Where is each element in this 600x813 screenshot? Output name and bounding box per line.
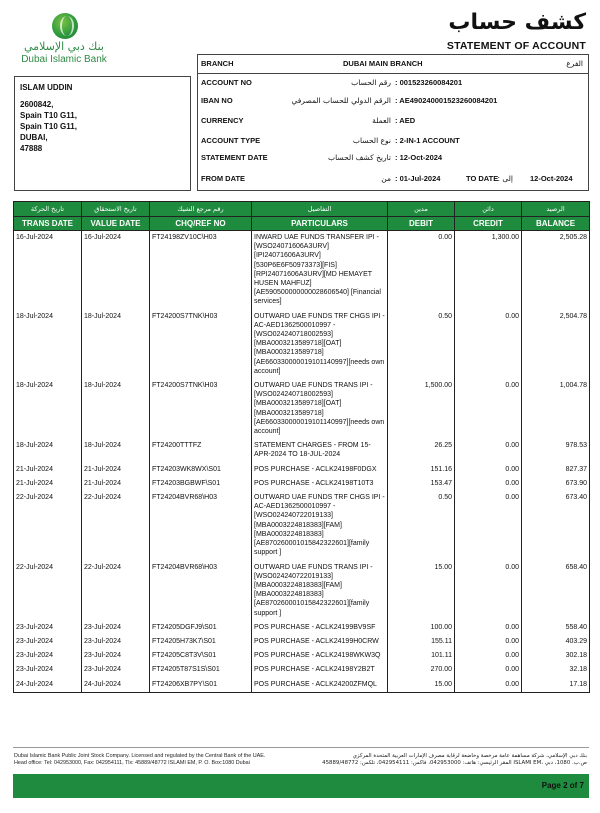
balance-cell: 978.53 — [522, 439, 590, 462]
trans-date-cell: 23-Jul-2024 — [14, 649, 82, 663]
bank-logo-icon — [52, 13, 78, 39]
ref-no-cell: FT24205DGFJ9\S01 — [150, 621, 252, 635]
customer-address-line: Spain T10 G11, — [20, 122, 77, 131]
balance-cell: 1,004.78 — [522, 379, 590, 439]
trans-date-cell: 23-Jul-2024 — [14, 635, 82, 649]
ref-no-cell: FT24200TTTFZ — [150, 439, 252, 462]
footer-disclaimer — [14, 753, 314, 767]
footer-disclaimer-arabic — [297, 753, 587, 767]
statement-date-label-arabic: تاريخ كشف الحساب — [328, 153, 391, 162]
currency-label-arabic: العملة — [372, 116, 391, 125]
to-date-label-arabic: : إلى — [497, 174, 513, 183]
particulars-cell: POS PURCHASE - ACLK24200ZFMQL — [252, 678, 388, 693]
footer-arabic-line-2: المقر الرئيسي: هاتف: 042953000، فاكس: 042954111، تلكس: 45889/48772 ISLAMI EM، ص.ب. 1080، دبي — [322, 760, 587, 766]
ref-no-cell: FT24205T87S1S\S01 — [150, 663, 252, 677]
statement-title-arabic: كشف حساب — [448, 10, 586, 35]
column-header-debit: DEBIT — [388, 217, 455, 231]
trans-date-cell: 18-Jul-2024 — [14, 379, 82, 439]
period-row — [198, 170, 588, 188]
value-date-cell: 21-Jul-2024 — [82, 477, 150, 491]
debit-cell: 0.00 — [388, 231, 455, 310]
ref-no-cell: FT24200S7TNK\H03 — [150, 379, 252, 439]
value-date-cell: 18-Jul-2024 — [82, 310, 150, 379]
ref-no-cell: FT24203BGBWF\S01 — [150, 477, 252, 491]
particulars-cell: POS PURCHASE - ACLK24198F0DGX — [252, 463, 388, 477]
credit-cell: 0.00 — [455, 621, 522, 635]
table-row — [14, 678, 590, 693]
debit-cell: 15.00 — [388, 678, 455, 693]
branch-value: DUBAI MAIN BRANCH — [343, 59, 423, 68]
trans-date-cell: 18-Jul-2024 — [14, 310, 82, 379]
ref-no-cell: FT24203WK8WX\S01 — [150, 463, 252, 477]
debit-cell: 101.11 — [388, 649, 455, 663]
trans-date-cell: 18-Jul-2024 — [14, 439, 82, 462]
trans-date-cell: 23-Jul-2024 — [14, 663, 82, 677]
ref-no-cell: FT24198ZV10C\H03 — [150, 231, 252, 310]
table-row — [14, 663, 590, 677]
ref-no-cell: FT24204BVR68\H03 — [150, 491, 252, 560]
credit-cell: 0.00 — [455, 649, 522, 663]
value-date-cell: 22-Jul-2024 — [82, 561, 150, 621]
account-type-row — [198, 132, 588, 150]
trans-date-cell: 16-Jul-2024 — [14, 231, 82, 310]
value-date-cell: 18-Jul-2024 — [82, 439, 150, 462]
trans-date-cell: 22-Jul-2024 — [14, 561, 82, 621]
table-row — [14, 379, 590, 439]
table-row — [14, 649, 590, 663]
value-date-cell: 23-Jul-2024 — [82, 663, 150, 677]
debit-cell: 153.47 — [388, 477, 455, 491]
trans-date-cell: 23-Jul-2024 — [14, 621, 82, 635]
account-no-label: ACCOUNT NO — [201, 78, 252, 87]
currency-label: CURRENCY — [201, 116, 244, 125]
table-header-arabic — [14, 202, 590, 217]
particulars-cell: POS PURCHASE - ACLK24198Y2B2T — [252, 663, 388, 677]
ref-no-cell: FT24205C8T3V\S01 — [150, 649, 252, 663]
ref-no-cell: FT24200S7TNK\H03 — [150, 310, 252, 379]
account-type-label-arabic: نوع الحساب — [352, 136, 391, 145]
table-row — [14, 231, 590, 310]
debit-cell: 0.50 — [388, 491, 455, 560]
table-row — [14, 561, 590, 621]
account-no-label-arabic: رقم الحساب — [351, 78, 391, 87]
debit-cell: 155.11 — [388, 635, 455, 649]
trans-date-cell: 22-Jul-2024 — [14, 491, 82, 560]
customer-address-line: 2600842, — [20, 100, 54, 109]
debit-cell: 1,500.00 — [388, 379, 455, 439]
table-header — [14, 217, 590, 231]
column-header-credit: CREDIT — [455, 217, 522, 231]
column-header-particulars: PARTICULARS — [252, 217, 388, 231]
column-header-arabic: تاريخ الاستحقاق — [82, 202, 150, 217]
value-date-cell: 22-Jul-2024 — [82, 491, 150, 560]
balance-cell: 17.18 — [522, 678, 590, 693]
table-row — [14, 463, 590, 477]
particulars-cell: OUTWARD UAE FUNDS TRF CHGS IPI - AC-AED1362500010997 - [WSO024240722019133] [MBA0003224818383][FAM] [MBA0003224818383] [AE870260001015842322601][family support ] — [252, 491, 388, 560]
customer-address-line: DUBAI, — [20, 133, 48, 142]
balance-cell: 558.40 — [522, 621, 590, 635]
value-date-cell: 23-Jul-2024 — [82, 635, 150, 649]
customer-address — [20, 82, 77, 154]
balance-cell: 673.90 — [522, 477, 590, 491]
currency-row — [198, 112, 588, 130]
account-no-value: : 001523260084201 — [395, 78, 463, 87]
page-number: Page 2 of 7 — [541, 781, 584, 790]
account-no-row — [198, 74, 588, 92]
table-row — [14, 439, 590, 462]
particulars-cell: INWARD UAE FUNDS TRANSFER IPI - [WSO24071606A3URV] [IPI24071606A3URV] [530P6E6F50973373][FIS] [RPI24071606A3URV][MD HEMAYET HUSEN MAHFUZ] [AE590500000000028606540] [Financial services] — [252, 231, 388, 310]
column-header-arabic: الرصيد — [522, 202, 590, 217]
column-header-arabic: تاريخ الحركة — [14, 202, 82, 217]
particulars-cell: POS PURCHASE - ACLK24199H0CRW — [252, 635, 388, 649]
ref-no-cell: FT24206XB7PY\S01 — [150, 678, 252, 693]
column-header-arabic: دائن — [455, 202, 522, 217]
credit-cell: 0.00 — [455, 561, 522, 621]
credit-cell: 0.00 — [455, 491, 522, 560]
trans-date-cell: 21-Jul-2024 — [14, 477, 82, 491]
debit-cell: 270.00 — [388, 663, 455, 677]
balance-cell: 673.40 — [522, 491, 590, 560]
balance-cell: 2,505.28 — [522, 231, 590, 310]
value-date-cell: 24-Jul-2024 — [82, 678, 150, 693]
bank-name-english: Dubai Islamic Bank — [21, 54, 107, 65]
credit-cell: 1,300.00 — [455, 231, 522, 310]
trans-date-cell: 21-Jul-2024 — [14, 463, 82, 477]
credit-cell: 0.00 — [455, 379, 522, 439]
account-type-label: ACCOUNT TYPE — [201, 136, 261, 145]
from-date-value: : 01-Jul-2024 — [395, 174, 441, 183]
value-date-cell: 23-Jul-2024 — [82, 621, 150, 635]
debit-cell: 26.25 — [388, 439, 455, 462]
value-date-cell: 21-Jul-2024 — [82, 463, 150, 477]
column-header-arabic: التفاصيل — [252, 202, 388, 217]
balance-cell: 658.40 — [522, 561, 590, 621]
particulars-cell: POS PURCHASE - ACLK24198T10T3 — [252, 477, 388, 491]
table-row — [14, 621, 590, 635]
balance-cell: 2,504.78 — [522, 310, 590, 379]
branch-row — [198, 55, 588, 73]
table-row — [14, 635, 590, 649]
transactions-table — [13, 201, 590, 693]
ref-no-cell: FT24204BVR68\H03 — [150, 561, 252, 621]
table-row — [14, 310, 590, 379]
iban-row — [198, 92, 588, 110]
account-type-value: : 2-IN-1 ACCOUNT — [395, 136, 460, 145]
from-date-label-arabic: من — [381, 174, 391, 183]
table-row — [14, 477, 590, 491]
credit-cell: 0.00 — [455, 463, 522, 477]
currency-value: : AED — [395, 116, 416, 125]
footer-arabic-line-1: بنك دبي الإسلامي، شركة مساهمة عامة مرخصة وخاضعة لرقابة مصرف الإمارات العربية المتحدة المركزي — [352, 753, 587, 759]
value-date-cell: 18-Jul-2024 — [82, 379, 150, 439]
iban-label: IBAN NO — [201, 96, 233, 105]
ref-no-cell: FT24205H73K7\S01 — [150, 635, 252, 649]
particulars-cell: STATEMENT CHARGES - FROM 15-APR-2024 TO 18-JUL-2024 — [252, 439, 388, 462]
balance-cell: 32.18 — [522, 663, 590, 677]
column-header-arabic: مدين — [388, 202, 455, 217]
credit-cell: 0.00 — [455, 439, 522, 462]
statement-title: STATEMENT OF ACCOUNT — [446, 40, 586, 52]
credit-cell: 0.00 — [455, 678, 522, 693]
value-date-cell: 16-Jul-2024 — [82, 231, 150, 310]
iban-value: : AE490240001523260084201 — [395, 96, 498, 105]
column-header-trans-date: TRANS DATE — [14, 217, 82, 231]
column-header-value-date: VALUE DATE — [82, 217, 150, 231]
bank-name-arabic: بنك دبي الإسلامي — [24, 40, 104, 53]
column-header-arabic: رقم مرجع الشيك — [150, 202, 252, 217]
customer-address-line: ISLAM UDDIN — [20, 83, 73, 92]
credit-cell: 0.00 — [455, 635, 522, 649]
account-info-box — [197, 54, 589, 191]
to-date-label: TO DATE — [466, 174, 499, 183]
credit-cell: 0.00 — [455, 663, 522, 677]
customer-address-box — [14, 76, 191, 191]
branch-label: BRANCH — [201, 59, 234, 68]
table-row — [14, 491, 590, 560]
balance-cell: 827.37 — [522, 463, 590, 477]
table-body — [14, 231, 590, 693]
footer-bar — [13, 774, 589, 798]
debit-cell: 151.16 — [388, 463, 455, 477]
debit-cell: 100.00 — [388, 621, 455, 635]
customer-address-line: 47888 — [20, 144, 43, 153]
iban-label-arabic: الرقم الدولي للحساب المصرفي — [291, 96, 391, 105]
statement-date-value: : 12-Oct-2024 — [395, 153, 443, 162]
debit-cell: 0.50 — [388, 310, 455, 379]
trans-date-cell: 24-Jul-2024 — [14, 678, 82, 693]
particulars-cell: POS PURCHASE - ACLK24198WKW3Q — [252, 649, 388, 663]
branch-label-arabic: الفرع — [566, 59, 583, 68]
credit-cell: 0.00 — [455, 310, 522, 379]
debit-cell: 15.00 — [388, 561, 455, 621]
footer-line-1: Dubai Islamic Bank Public Joint Stock Company. Licensed and regulated by the Central Bank of the UAE. — [14, 753, 266, 759]
particulars-cell: POS PURCHASE - ACLK24199BV9SF — [252, 621, 388, 635]
column-header-chq-ref-no: CHQ/REF NO — [150, 217, 252, 231]
customer-address-line: Spain T10 G11, — [20, 111, 77, 120]
balance-cell: 403.29 — [522, 635, 590, 649]
particulars-cell: OUTWARD UAE FUNDS TRF CHGS IPI - AC-AED1362500010997 - [WSO024240718002593] [MBA0003213589718][OAT] [MBA0003213589718] [AE660330000019101140997][needs own account] — [252, 310, 388, 379]
footer-line-2: Head office: Tel: 042953000, Fax: 042954111, Tlx: 45889/48772 ISLAMI EM, P. O. Box:1080 Dubai — [14, 760, 250, 766]
column-header-balance: BALANCE — [522, 217, 590, 231]
statement-date-row — [198, 149, 588, 167]
credit-cell: 0.00 — [455, 477, 522, 491]
statement-date-label: STATEMENT DATE — [201, 153, 268, 162]
from-date-label: FROM DATE — [201, 174, 246, 183]
balance-cell: 302.18 — [522, 649, 590, 663]
particulars-cell: OUTWARD UAE FUNDS TRANS IPI - [WSO024240722019133] [MBA0003224818383][FAM] [MBA0003224818383] [AE870260001015842322601][family support ] — [252, 561, 388, 621]
to-date-value: 12-Oct-2024 — [530, 174, 573, 183]
particulars-cell: OUTWARD UAE FUNDS TRANS IPI - [WSO024240718002593] [MBA0003213589718][OAT] [MBA0003213589718] [AE660330000019101140997][needs own account] — [252, 379, 388, 439]
value-date-cell: 23-Jul-2024 — [82, 649, 150, 663]
